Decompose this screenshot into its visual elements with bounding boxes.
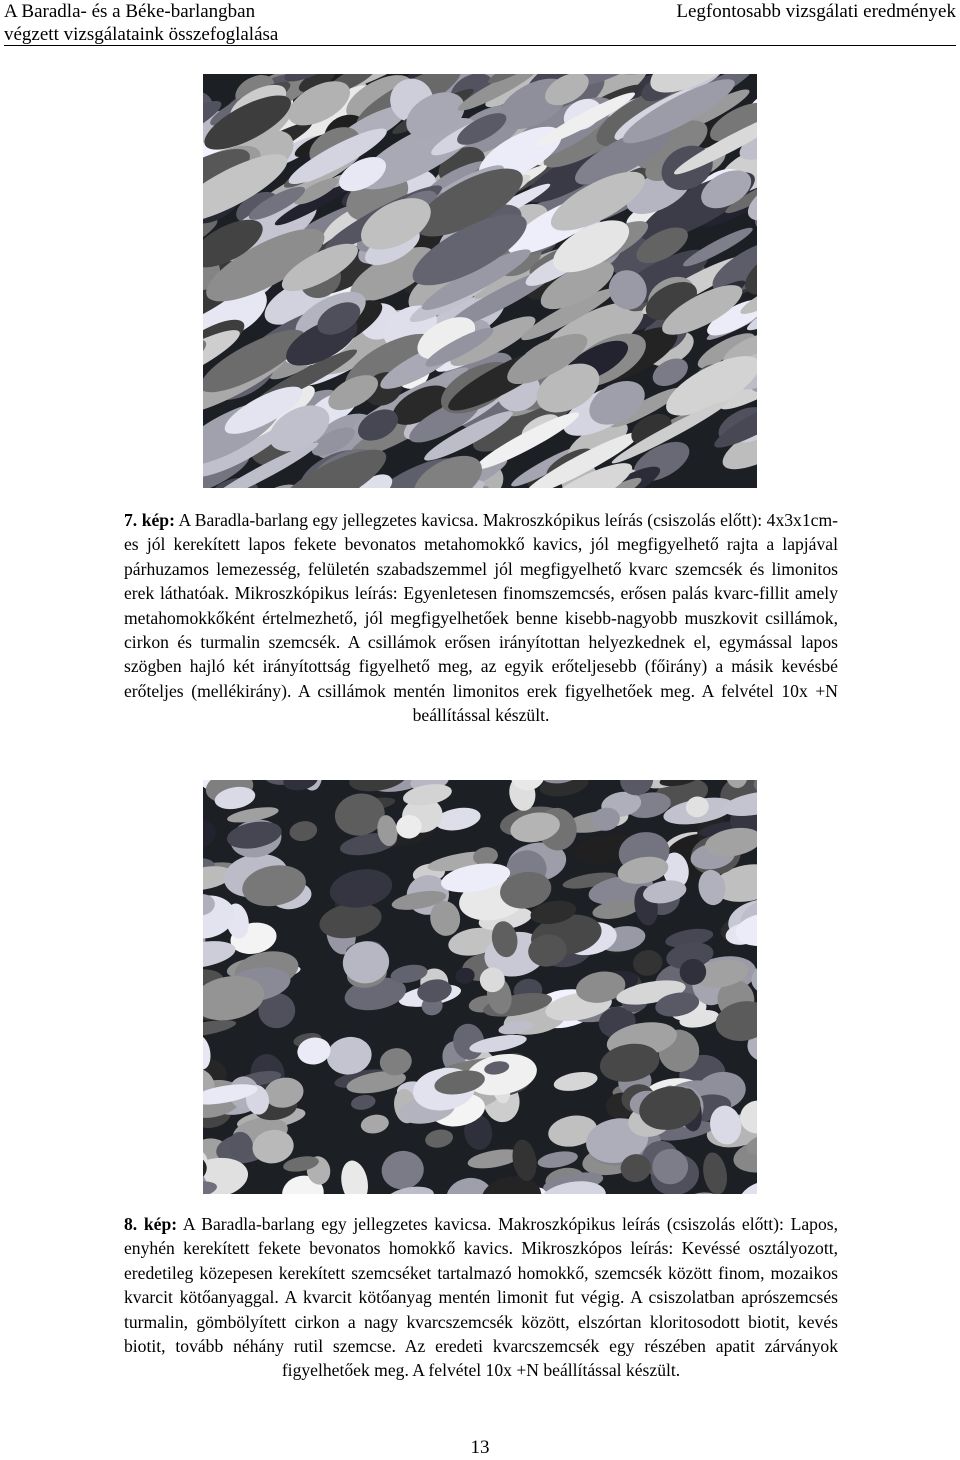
micrograph-8-texture: [203, 780, 757, 1194]
running-header-right: Legfontosabb vizsgálati eredmények: [676, 1, 956, 22]
running-header-left: [4, 0, 278, 46]
page-number: 13: [470, 1437, 490, 1458]
micrograph-figure-7: [203, 74, 757, 488]
header-left-line1: A Baradla- és a Béke-barlangban: [4, 1, 256, 22]
header-divider: [4, 45, 956, 46]
figure-7-text: A Baradla-barlang egy jellegzetes kavicsa. Makroszkópikus leírás (csiszolás előtt): 4x3x1cm-es jól kerekített lapos fekete bevonatos metahomokkő kavics, jól megfigyelhető rajta a lapjával párhuzamos lemezesség, felületén szabadszemmel jól megfigyelhető kvarc szemcsék és limonitos erek láthatóak. Mikroszkópikus leírás: Egyenletesen finomszemcsés, erősen palás kvarc-fillit amely metahomokkőként értelmezhető, jól megfigyelhetőek benne kisebb-nagyobb muszkovit csillámok, cirkon és turmalin szemcsék. A csillámok erősen irányítottan helyezkednek el, egymással lapos szögben hajló két irányítottság figyelhető meg, az egyik erőteljesebb (főirány) a másik kevésbé erőteljes (mellékirány). A csillámok mentén limonitos erek figyelhetőek meg. A felvétel 10x +N beállítással készült.: [124, 510, 838, 726]
header-left-line2: végzett vizsgálataink összefoglalása: [4, 24, 279, 45]
figure-8-text: A Baradla-barlang egy jellegzetes kavicsa. Makroszkópikus leírás (csiszolás előtt): Lapos, enyhén kerekített fekete bevonatos homokkő kavics. Mikroszkópos leírás: Kevéssé osztályozott, eredetileg közepesen kerekített szemcséket tartalmazó homokkő, szemcsék között finom, mozaikos kvarcit kötőanyaggal. A kvarcit kötőanyag mentén limonit fut végig. A csiszolatban aprószemcsés turmalin, gömbölyített cirkon a nagy kvarcszemcsék között, elszórtan kloritosodott biotit, kevés biotit, tovább néhány rutil szemcse. Az eredeti kvarcszemcsék egy részében apatit zárványok figyelhetőek meg. A felvétel 10x +N beállítással készült.: [124, 1214, 838, 1381]
figure-8-label: 8. kép:: [124, 1214, 178, 1234]
micrograph-7-texture: [203, 74, 757, 488]
figure-8-caption: [124, 1212, 838, 1383]
figure-7-label: 7. kép:: [124, 510, 175, 530]
micrograph-figure-8: [203, 780, 757, 1194]
figure-7-caption: [124, 508, 838, 728]
